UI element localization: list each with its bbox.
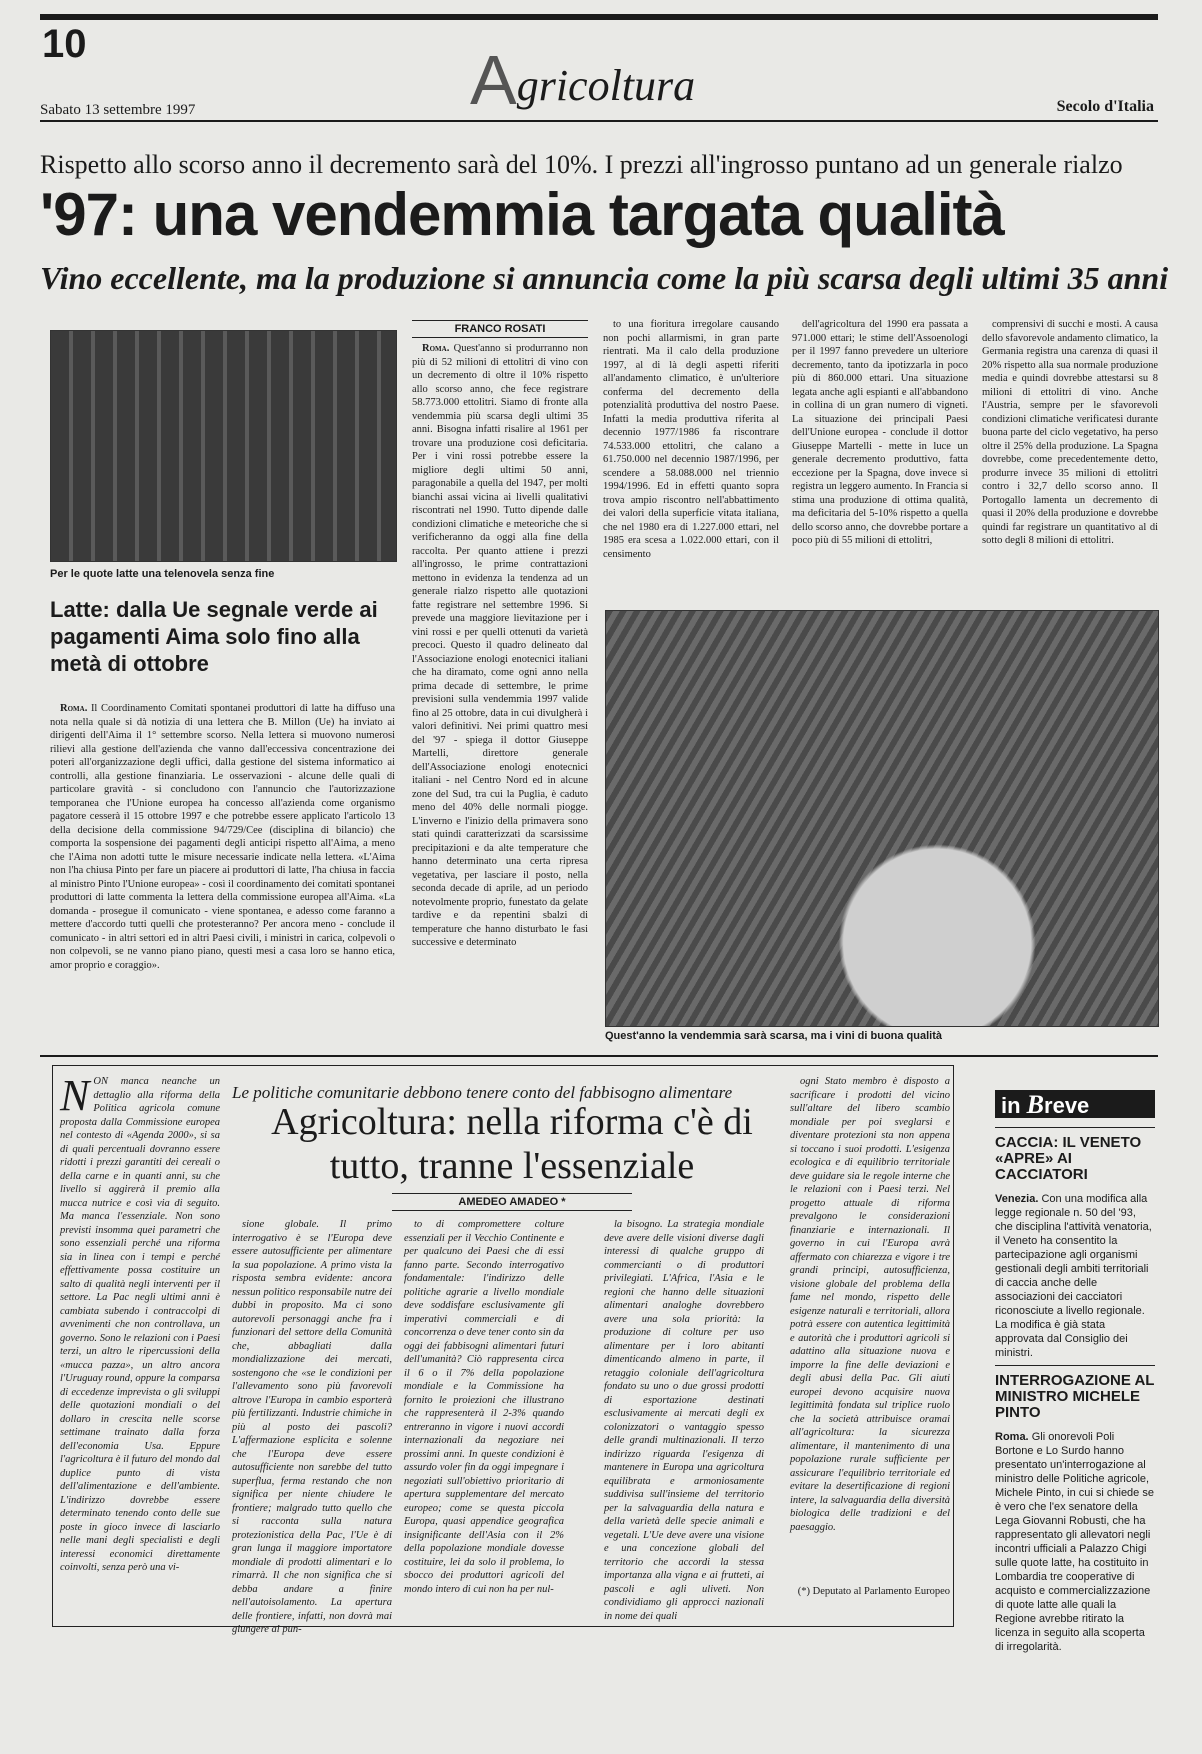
section-title: [470, 40, 695, 120]
breve-item-2: [995, 1430, 1155, 1654]
breve-pre: in: [1001, 1093, 1027, 1118]
riforma-col-2-text: sione globale. Il primo interrogativo è se l'Europa deve essere autosufficiente per alimentare la sua popolazione. A primo vista la risposta sembra evidente: ancora nessun politico responsabile nutre dei dubbi in proposito. Ma ci sono autorevoli personaggi anche fra i funzionari del settore della Comunità che, abbagliati dalla mondializzazione dei mercati, sostengono che «se le condizioni per l'allevamento sono più favorevoli altrove l'Europa in cambio esporterà più fertilizzanti. Industrie chimiche in più al posto dei pascoli? L'affermazione esplicita e solenne che l'Europa deve essere autosufficiente non sarebbe del tutto superflua, ferma restando che non significa per niente chiudere le frontiere; malgrado tutto quello che si racconta sulla natura protezionistica della Pac, l'Ue è di gran lunga il maggiore importatore mondiale di prodotti alimentari e lo rimarrà. Il che non significa che si debba andare a finire nell'autoisolamento. La apertura delle frontiere, infatti, non dovrà mai giungere al pun-: [232, 1219, 392, 1635]
breve-rest: reve: [1044, 1093, 1090, 1118]
breve-item-1-body: Con una modifica alla legge regionale n. 50 del '93, che disciplina l'attività venatoria, il Veneto ha consentito la partecipazione agli organismi gestionali degli ambiti territoriali di caccia anche delle associazioni dei cacciatori riconosciute a livello regionale. La modifica è già stata approvata dal Consiglio dei ministri.: [995, 1193, 1152, 1359]
latte-article: [50, 702, 395, 974]
riforma-col-2: [232, 1218, 392, 1635]
breve-item-2-body: Gli onorevoli Poli Bortone e Lo Surdo hanno presentato un'interrogazione al ministro delle Politiche agricole, Michele Pinto, in cui si chiede se è vero che l'ex senatore della Lega Giovanni Robusti, che ha rappresentato gli allevatori negli incontri ufficiali a Palazzo Chigi sulle quote latte, ha costituito in Lombardia tre cooperative di acquisto e commercializzazione di quote latte alle quali la Regione avrebbe ritirato la licenza in seguito alla scoperta di irregolarità.: [995, 1431, 1154, 1653]
riforma-byline: AMEDEO AMADEO *: [392, 1193, 632, 1211]
riforma-col-1-text: ON manca neanche un dettaglio alla riforma della Politica agricola comune proposta dalla Commissione europea nel contesto di «Agenda 2000», si sa di quali percentuali dovranno essere ridotti i prezzi garantiti dei cereali o della carne e in quanti anni, su che livello si aggirerà il premio alla mucca nutrice e così via di seguito. Ma manca l'essenziale. Non sono previsti insomma quei parametri che sono essenziali perché una riforma sia in linea con i tempi e perché effettivamente possa costituire un salto di qualità negli interventi per il settore. La Pac negli ultimi anni è cambiata subendo i contraccolpi di avvenimenti che non controllava, un governo. Sono le relazioni con i Paesi terzi, un altro le ripercussioni della «mucca pazza», un altro ancora l'Uruguay round, oppure la comparsa di eccedenze imprevista o gli sviluppi delle quotazioni mondiali o del dollaro in crescita nelle scorse settimane trainato dalla forza dell'economia Usa. Eppure l'agricoltura è il futuro del mondo dal duplice punto di vista dell'alimentazione e dell'ambiente. L'indirizzo dovrebbe essere determinato tenendo conto delle sue poste in gioco invece di lasciarlo nelle mani degli specialisti e degli interessi economici direttamente coinvolti, senza però una vi-: [60, 1076, 220, 1573]
main-col-1: [412, 342, 588, 1042]
main-col-2-text: to una fioritura irregolare causando non pochi allarmismi, in gran parte rientrati. Ma il calo della produzione 1997, al di là degli aspetti riferiti all'andamento climatico, è un'ulteriore conferma del decremento della potenzialità produttiva del nostro Paese. Infatti la media produttiva riferita al decennio 1977/1986 fa riscontrare 74.533.000 ettolitri, che calano a 61.750.000 nel decennio 1987/1996, per scendere a 58.088.000 nel triennio 1994/1996. Ed in effetti quanto sopra trova ampio riscontro nell'abbattimento dei valori della superficie vitata italiana, che nel 1980 era di 1.227.000 ettari, nel 1985 era scesa a 1.022.000 ettari, con il censimento: [603, 319, 779, 560]
main-lead: Roma.: [422, 343, 450, 354]
breve-item-2-lead: Roma.: [995, 1431, 1029, 1443]
breve-initial: B: [1026, 1090, 1045, 1119]
latte-lead: Roma.: [60, 703, 88, 714]
main-col-4-text: comprensivi di succhi e mosti. A causa dello sfavorevole andamento climatico, la Germania registra una carenza di quasi il 20% rispetto alla sua normale produzione media e quindi dovrebbe attestarsi su 8 milioni di ettolitri di vino. Anche l'Austria, sempre per le sfavorevoli condizioni climatiche verificatesi durante buona parte del ciclo vegetativo, ha perso oltre il 25% della produzione. La Spagna dovrebbe, come precedentemente detto, produrre invece 35 milioni di ettolitri contro i 32,7 dello scorso anno. Il Portogallo lamenta un decremento di quasi il 20% della produzione e dovrebbe quindi far registrare un quantitativo al di sotto degli 8 milioni di ettolitri.: [982, 319, 1158, 546]
riforma-footnote: (*) Deputato al Parlamento Europeo: [797, 1586, 950, 1597]
main-col-3-text: dell'agricoltura del 1990 era passata a 971.000 ettari; le stime dell'Assoenologi per il 1997 fanno prevedere un ulteriore decremento, tanto da ipotizzarla in poco più di 860.000 ettari. Una situazione legata anche agli espianti e all'abbandono in collina di un gran numero di vigneti. La situazione dei principali Paesi dell'Unione europea - conclude il dottor Giuseppe Martelli - mette in luce un generale decremento produttivo, fatta eccezione per la Spagna, dove invece si registra un leggero aumento. In Francia si stima una produzione di ottima qualità, ma deficitaria del 5-10% rispetto a quella dello scorso anno, che dovrebbe portare a poco più di 55 milioni di ettolitri,: [792, 319, 968, 546]
header-rule: [40, 120, 1158, 122]
riforma-col-5: [790, 1075, 950, 1580]
breve-item-1-lead: Venezia.: [995, 1193, 1039, 1205]
riforma-col-4: [604, 1218, 764, 1622]
riforma-col-4-text: la bisogno. La strategia mondiale deve avere delle visioni diverse dagli interessi di qualche gruppo di commercianti o di produttori privilegiati. L'Africa, l'Asia e le regioni che hanno delle situazioni alimentari analoghe dovrebbero avere una sola priorità: la produzione di colture per uso alimentare per i loro abitanti dimenticando almeno in parte, il retaggio coloniale dell'agricoltura fondato su uno o due grossi prodotti di esportazione destinati esclusivamente ai mercati degli ex colonizzatori o vantaggio spesso delle grandi multinazionali. Il terzo indirizzo riguarda l'esigenza di mantenere in Europa una agricoltura equilibrata e armoniosamente suddivisa sull'insieme del territorio per la salvaguardia della natura e della varietà delle specie animali e vegetali. L'Ue deve avere una visione e una concezione globali del territorio che accordi la stessa importanza alla vigna e ai frutteti, ai pascoli e agli uliveti. Non condividiamo gli approcci nazionali in nome dei quali: [604, 1219, 764, 1622]
main-headline: '97: una vendemmia targata qualità: [40, 181, 1004, 248]
cows-photo-caption: Per le quote latte una telenovela senza fine: [50, 568, 275, 580]
latte-body: Il Coordinamento Comitati spontanei produttori di latte ha diffuso una nota nella quale si dà notizia di una lettera che B. Millon (Ue) ha inviato ai dirigenti dell'Aima il 1° settembre scorso. Nella lettera si muovono numerosi rilievi alla gestione dell'azienda che vanno dall'eccessiva concentrazione dei poteri all'organizzazione degli uffici, dalla gestione del sistema informatico ai controlli, alla gestione finanziaria. Le osservazioni - alcune delle quali di particolare gravità - si concludono con l'annuncio che l'autorizzazione temporanea che l'Unione europea ha concesso all'azienda come organismo pagatore cesserà il 15 ottobre 1997 e che potrebbe essere applicato l'articolo 13 della decisione della commissione 94/729/Cee (disciplina di bilancio) che comporta la sospensione dei pagamenti degli anticipi rispetto all'Aima, a meno che l'Aima non adotti tutte le misure necessarie indicate nella lettera. «L'Aima non l'ha chiusa Pinto per fare un piacere ai produttori di latte, l'ha chiusa in faccia al ministro Pinto l'Unione europea» - così il coordinamento dei comitati spontanei produttori di latte commenta la lettera della commissione europea all'Aima. «La domanda - prosegue il comunicato - viene spontanea, e adesso come faranno a mettere d'accordo tutti quelli che protesteranno? Per ancora meno - conclude il comunicato - in altri settori ed in altri Paesi civili, i ministri in carica, colpevoli o non colpevoli, se ne vanno piano piano, questi mesi a casa loro se hanno etica, amor proprio e coraggio».: [50, 703, 395, 971]
breve-rule-1: [995, 1127, 1155, 1128]
riforma-col-5-text: ogni Stato membro è disposto a sacrificare i prodotti del vicino sull'altare del libero scambio mondiale per poi sveglarsi e diventare protezioni sta non appena si toccano i suoi prodotti. L'esigenza ecologica e di equilibrio territoriale deve guidare sia le regole interne che le relazioni con i Paesi terzi. Nel progetto attuale di riforma prevalgono le considerazioni finanziarie e internazionali. Il governo in cui l'Europa avrà affermato con chiarezza e vigore i tre grandi principi, autosufficienza, visione globale del problema della fame nel mondo, rispetto delle esigenze naturali e territoriali, allora potrà essere con autentica legittimità e autorità che i produttori agricoli si adattino alla situazione nuova e imporre la fine delle deviazioni e degli abusi della Pac. Gli aiuti europei devono acquisire nuova legittimità fondata sul triplice ruolo che la società attribuisce oramai all'agricoltura: la sicurezza alimentare, il mantenimento di una popolazione rurale sufficiente per assicurare l'equilibrio territoriale ed evitare la desertificazione di regioni intere, la salvaguardia della diversità biologica delle tradizioni e del paesaggio.: [790, 1076, 950, 1533]
breve-header: [995, 1090, 1155, 1118]
main-kicker: Rispetto allo scorso anno il decremento sarà del 10%. I prezzi all'ingrosso puntano ad un generale rialzo: [40, 150, 1123, 179]
vineyard-photo-caption: Quest'anno la vendemmia sarà scarsa, ma i vini di buona qualità: [605, 1030, 943, 1042]
main-byline: FRANCO ROSATI: [412, 320, 588, 338]
newspaper-name: Secolo d'Italia: [1056, 98, 1154, 115]
dateline: Sabato 13 settembre 1997: [40, 102, 196, 118]
breve-item-2-title: INTERROGAZIONE AL MINISTRO MICHELE PINTO: [995, 1372, 1155, 1421]
latte-headline: Latte: dalla Ue segnale verde ai pagamenti Aima solo fino alla metà di ottobre: [50, 597, 378, 676]
section-initial: A: [470, 41, 517, 119]
main-subhead: Vino eccellente, ma la produzione si annuncia come la più scarsa degli ultimi 35 anni: [40, 260, 1169, 296]
riforma-col-1: [60, 1071, 220, 1620]
page-number: 10: [42, 22, 87, 66]
riforma-kicker: Le politiche comunitarie debbono tenere conto del fabbisogno alimentare: [232, 1083, 733, 1102]
top-rule: [40, 14, 1158, 20]
main-col-4: [982, 318, 1158, 598]
vineyard-photo: [605, 610, 1159, 1027]
main-col-2: [603, 318, 779, 598]
breve-item-1-title: CACCIA: IL VENETO «APRE» AI CACCIATORI: [995, 1134, 1142, 1183]
cows-photo: [50, 330, 397, 562]
riforma-dropcap: N: [60, 1071, 90, 1120]
breve-rule-2: [995, 1365, 1155, 1366]
riforma-headline: Agricoltura: nella riforma c'è di tutto, tranne l'essenziale: [271, 1101, 753, 1187]
main-col-3: [792, 318, 968, 598]
riforma-col-3-text: to di compromettere colture essenziali per il Vecchio Continente e per qualcuno dei Paesi che di essi fanno parte. Secondo interrogativo fondamentale: l'indirizzo delle politiche agrarie a livello mondiale deve soddisfare esclusivamente gli imperativi commerciali e di concorrenza o deve tener conto sin da oggi dei fabbisogni alimentari futuri dell'umanità? Ciò rappresenta circa il 6 o il 7% della popolazione mondiale e la Commissione ha fornito le proiezioni che illustrano che rappresenterà il 2-3% quando entreranno in vigore i nuovi accordi internazionali da negoziare nei prossimi anni. In queste condizioni è assurdo voler fin da oggi impegnare i negoziati sull'obiettivo prioritario di apertura supplementare del mercato europeo; come se questa piccola Europa, quasi appendice geografica insignificante dell'Asia con il 2% della popolazione mondiale dovesse costituire, lei da solo il problema, lo sbocco dei produttori agricoli del mondo intero di cui non ha per nul-: [404, 1219, 564, 1595]
breve-item-1: [995, 1192, 1155, 1360]
riforma-col-3: [404, 1218, 564, 1618]
middle-rule: [40, 1055, 1158, 1057]
section-rest: gricoltura: [516, 61, 696, 110]
main-col-1-text: Quest'anno si produrranno non più di 52 milioni di ettolitri di vino con un decremento di oltre il 10% rispetto allo scorso anno, che fece registrare 58.773.000 ettolitri. Siamo di fronte alla vendemmia più scarsa degli ultimi 35 anni. Bisogna infatti risalire al 1961 per trovare una produzione così deficitaria. Per i vini rossi potrebbe essere la migliore degli ultimi 50 anni, paragonabile a quella del 1947, per molti bianchi assai vicina ai livelli qualitativi riscontrati nel 1990. Tutto dipende dalle condizioni climatiche e meteoriche che si verificheranno da oggi alla fine della raccolta. Per quanto attiene i prezzi all'ingrosso, le prime contrattazioni mettono in evidenza la tendenza ad un generale rialzo rispetto alle quotazioni fatte registrare nel settembre 1996. Si prevede una maggiore lievitazione per i vini rossi e per quelli ottenuti da varietà precoci. Questo il quadro delineato dal l'Associazione enologi enotecnici italiani che ha diramato, come ogni anno nella prima decade di settembre, le prime previsioni sulla vendemmia 1997 valide fino al 25 ottobre, data in cui divulgherà i valori definitivi. Nei primi quattro mesi del '97 - spiega il dottor Giuseppe Martelli, direttore generale dell'Associazione enologi enotecnici italiani - nel Centro Nord ed in alcune zone del Sud, tra cui la Puglia, è caduto meno del 40% delle normali piogge. L'inverno e l'inizio della primavera sono stati quindi caratterizzati da scarsissime precipitazioni e da alte temperature che hanno determinato una certa ripresa vegetativa, per lasciare il posto, nella seconda decade di aprile, ad un periodo notevolmente proprio, funestato da gelate tardive e da repentini sbalzi di temperature che hanno disturbato le fasi successive e determinato: [412, 343, 589, 948]
